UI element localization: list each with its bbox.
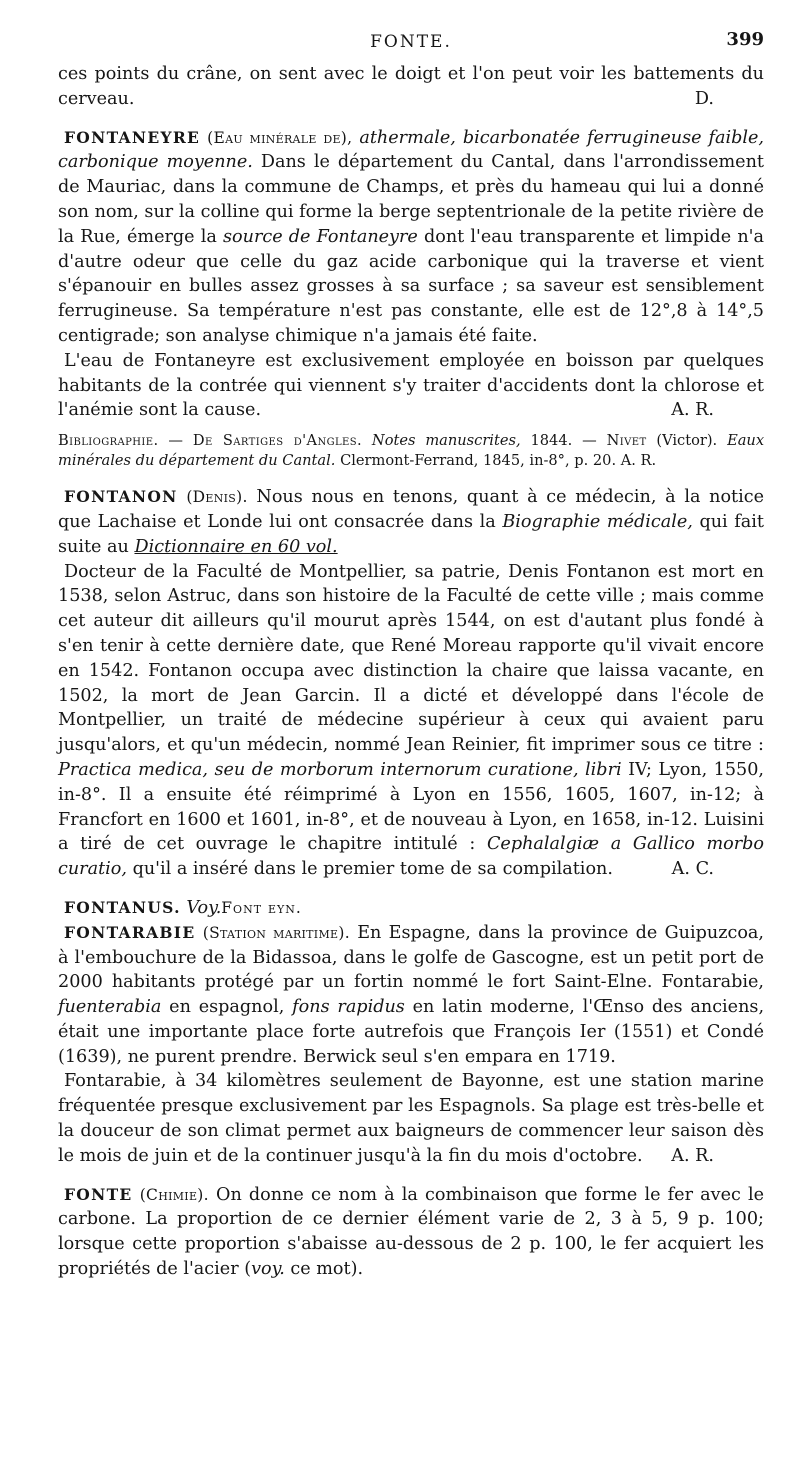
fontarabie-latin-name: fons rapidus [292,997,405,1018]
fontaneyre-source-name: source de Fontaneyre [223,226,418,247]
fontaneyre-signature: A. R. [671,400,714,421]
entry-fontaneyre [58,126,764,472]
fontanus-paragraph [58,896,764,921]
headword-fontarabie: FONTARABIE [64,922,196,942]
fonte-text-b: ce mot). [290,1259,364,1280]
fontanon-dictionnaire-title: Dictionnaire en 60 vol. [134,536,338,557]
fontanon-practica-title: Practica medica, seu de morborum internorum curatione, libri [58,759,622,780]
bibliography-author-2: Nivet [606,432,647,450]
fontarabie-text-c: en latin moderne, l'Œnso des anciens, était une importante place forte autrefois que François Ier (1551) et Condé (1639), ne purent prendre. Berwick seul s'en empara en 1719. [58,997,765,1067]
bibliography-detail-1: 1844. [530,432,573,450]
dictionary-page [58,30,764,1282]
fontanon-qualifier: (Denis). [186,488,248,507]
continuation-text [58,62,764,112]
fontanon-text-d: IV; Lyon, 1550, in-8°. Il a ensuite été réimprimé à Lyon en 1556, 1605, 1607, in-12; à Francfort en 1600 et 1601, in-8°, et de nouveau à Lyon, en 1658, in-12. Luisini a tiré de cet ouvrage le chapitre intitulé : [58,759,764,855]
entry-fontanon [58,485,764,882]
fontanon-paragraph-2 [58,560,764,882]
fontarabie-qualifier: (Station maritime). [202,923,350,942]
bibliography-dash-2: — [582,432,597,450]
bibliography-detail-2: Clermont-Ferrand, 1845, in-8°, p. 20. [340,452,617,470]
fontaneyre-text-a: Dans le département du Cantal, dans l'arrondissement de Mauriac, dans la commune de Champs, et près du hameau qui lui a donné son nom, sur la colline qui forme la berge septentrionale de la petite rivière de la Rue, émerge la [58,152,764,247]
fontarabie-paragraph-2 [58,1069,764,1168]
headword-fontaneyre: FONTANEYRE [64,127,201,147]
fontarabie-text-d: Fontarabie, à 34 kilomètres seulement de Bayonne, est une station marine fréquentée presque exclusivement par les Espagnols. Sa plage est très-belle et la douceur de son climat permet aux baigneurs de commencer leur saison dès le mois de juin et de la continuer jusqu'à la fin du mois d'octobre. [58,1071,764,1166]
fonte-qualifier: (Chimie). [139,1185,209,1204]
fontanon-biographie-title: Biographie médicale, [502,511,693,532]
entry-fonte [58,1183,764,1282]
fontanon-text-b: qui fait suite au [58,511,764,557]
bibliography-work-1: Notes manuscrites, [371,432,521,450]
running-title: FONTE. [370,32,452,52]
page-number: 399 [726,29,764,50]
fontanon-paragraph-1 [58,485,764,559]
entry-fontarabie [58,921,764,1169]
fontanon-text-c: Docteur de la Faculté de Montpellier, sa patrie, Denis Fontanon est mort en 1538, selon Astruc, dans son histoire de la Faculté de cette ville ; mais comme cet auteur dit ailleurs qu'il mourut après 1544, on est d'autant plus fondé à s'en tenir à cette dernière date, que René Moreau rapporte qu'il vivait encore en 1542. Fontanon occupa avec distinction la chaire que laissa vacante, en 1502, la mort de Jean Garcin. Il a dicté et développé dans l'école de Montpellier, un traité de médecine supérieur à ceux qui avaient paru jusqu'alors, et qu'un médecin, nommé Jean Reinier, fit imprimer sous ce titre : [58,561,764,756]
entry-fontanus [58,896,764,921]
bibliography-dash-1: — [168,432,183,450]
bibliography-author-1: De Sartiges d'Angles. [192,432,363,450]
headword-fontanon: FONTANON [64,487,178,507]
fontanus-cross-reference[interactable]: Font eyn. [221,898,302,917]
fontaneyre-text-c: L'eau de Fontaneyre est exclusivement employée en boisson par quelques habitants de la contrée qui viennent s'y traiter d'accidents dont la chlorose et l'anémie sont la cause. [58,350,764,421]
fontaneyre-paragraph-1 [58,126,764,349]
page-header [58,30,764,60]
bibliography-author-2-first: (Victor). [656,432,718,450]
fontarabie-spanish-name: fuenterabia [58,997,162,1018]
fontarabie-text-b: en espagnol, [169,997,285,1018]
fontanon-chapter-title: Cephalalgiæ a Gallico morbo curatio, [58,834,764,880]
fontanon-text-a: Nous nous en tenons, quant à ce médecin, à la notice que Lachaise et Londe lui ont consacrée dans la [58,487,765,532]
bibliography-label: Bibliographie. [58,432,159,450]
fontaneyre-qualifier: (Eau minérale de), [207,128,353,147]
fontaneyre-lead: athermale, bicarbonatée ferrugineuse faible, carbonique moyenne. [58,127,765,173]
continuation-body: ces points du crâne, on sent avec le doigt et l'on peut voir les battements du cerveau. [58,64,764,109]
fonte-paragraph [58,1183,764,1282]
bibliography-signature: A. R. [620,452,657,470]
fontaneyre-bibliography [58,431,764,471]
headword-fonte: FONTE [64,1184,133,1204]
fontarabie-signature: A. R. [671,1145,714,1166]
fonte-see: voy. [251,1259,285,1280]
fonte-text-a: On donne ce nom à la combinaison que forme le fer avec le carbone. La proportion de ce dernier élément varie de 2, 3 à 5, 9 p. 100; lorsque cette proportion s'abaisse au-dessous de 2 p. 100, le fer acquiert les propriétés de l'acier ( [58,1184,765,1280]
fontaneyre-text-b: dont l'eau transparente et limpide n'a d'autre odeur que celle du gaz acide carbonique qui la traverse et vient s'épanouir en bulles assez grosses à sa surface ; sa saveur est sensiblement ferrugineuse. Sa température n'est pas constante, elle est de 12°,8 à 14°,5 centigrade; son analyse chimique n'a jamais été faite. [58,226,765,346]
fontarabie-paragraph-1 [58,921,764,1070]
fontarabie-text-a: En Espagne, dans la province de Guipuzcoa, à l'embouchure de la Bidassoa, dans le golfe de Gascogne, est un petit port de 2000 habitants protégé par un fortin nommé le fort Saint-Elne. Fontarabie, [58,922,765,993]
headword-fontanus: FONTANUS. [64,897,181,917]
fontaneyre-paragraph-2 [58,349,764,423]
fontanon-signature: A. C. [671,859,714,880]
bibliography-work-2: Eaux minérales du département du Cantal. [58,432,765,470]
fontanus-see: Voy. [186,897,222,918]
continuation-signature: D. [694,88,714,109]
fontanon-text-e: qu'il a inséré dans le premier tome de sa compilation. [132,859,613,880]
